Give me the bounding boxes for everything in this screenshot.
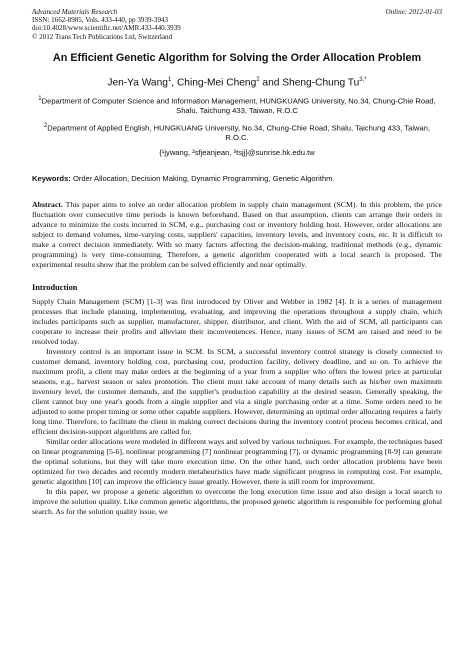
author-name: Sheng-Chung Tu [282,77,360,89]
keywords-text: Order Allocation, Decision Making, Dynamic Programming, Genetic Algorithm. [72,173,335,183]
author-list: Jen-Ya Wang$^1$, Ching-Mei Cheng$^2$ and Sheng-Chung $Tu^{3,*}$ [107,76,367,89]
keywords [32,174,442,183]
body-paragraph: Supply Chain Management (SCM) [1-3] was first introduced by Oliver and Webber in 1982 [4]. It is a series of management processes that include planning, implementing, evaluating, and improving the operations throughout a supply chain, which includes participants such as supplier, manufacturer, shipper, distributor, and client. With the aid of SCM, all participants can cooperate to increase their profits and alleviate their inconveniences. Hence, many issues of SCM are raised and need to be resolved today. [32,297,442,347]
journal-name: Advanced Materials Research [32,8,118,16]
online-date: Online: 2012-01-03 [385,8,442,16]
affiliation-sup: 1 [38,96,42,103]
author-name: Jen-Ya Wang [107,77,168,89]
journal-doi: doi:10.4028/www.scientific.net/AMR.433-440.3939 [32,24,181,33]
body-paragraph: Inventory control is an important issue in SCM. In SCM, a successful inventory control strategy is closely connected to customer demand, inventory holding cost, purchasing cost, production facility, delivery deadline, and so on. To achieve the maximum profit, a client may make orders at the beginning of a year from a supplier who offers the lowest price at particular seasons, e.g., harvest season or sales promotion. The client must take account of many details such as his/her own maximum inventory level, the customer demands, and the supplier's production capability at the desired season. Generally speaking, the client cannot buy one year's goods from a single supplier and via a single purchasing order at a time. Some orders need to be adjusted to some proper timing or some other capable suppliers. However, determining an optimal order allocating requires a fairly long time. Therefore, to facilitate the client in making correct decisions during the inventory control process becomes critical, and efficient decision-support algorithms are called for. [32,347,442,437]
author-emails: {¹jywang, ²sfjeanjean, ³tsjj}@sunrise.hk.edu.tw [159,147,315,157]
abstract [32,200,442,271]
section-heading: Introduction [32,283,78,293]
affiliation-sup: 2 [43,122,48,129]
author-sup: 2 [256,76,260,83]
paper-title: An Efficient Genetic Algorithm for Solving the Order Allocation Problem [52,51,422,64]
author-sup: 1 [167,76,172,83]
body-paragraph: Similar order allocations were modeled in different ways and solved by various techniques. For example, the techniques based on linear programming [5-6], nonlinear programming [7] nonlinear programming [7], or dynamic programming [8-9] can generate the optimal solutions, but they will take more execution time. On the other hand, such order allocation problems have been optimized for two decades and recently modern metaheuristics have made significant progress in computing cost. For example, genetic algorithm [10] can improve the efficiency issue greatly. However, there is still room for improvement. [32,437,442,487]
journal-copyright: © 2012 Trans Tech Publications Ltd, Switzerland [32,32,173,41]
affiliation-text: Department of Computer Science and Information Management, HUNGKUANG University, No.34, Chung-Chie Road, Shalu, Taichung 433, Taiwan, R.O.C [41,96,436,116]
author-sup: 3,* [359,76,367,83]
abstract-label: Abstract. [32,199,63,209]
affiliation [32,95,442,116]
affiliation [32,122,442,143]
affiliation-text: Department of Applied English, HUNGKUANG University, No.34, Chung-Chie Road, Shalu, Taichung 433, Taiwan, R.O.C. [47,123,431,143]
journal-header [32,0,442,41]
author-name: Ching-Mei Cheng [176,77,257,89]
keywords-label: Keywords: [32,173,71,183]
journal-issn: ISSN: 1662-8985, Vols. 433-440, pp 3939-3943 [32,16,169,25]
abstract-text: This paper aims to solve an order allocation problem in supply chain management (SCM). In this problem, the price fluctuation over consecutive time periods is known beforehand. Based on that assumption, clients can arrange their orders in advance to minimize the costs incurred in SCM, e.g., purchasing cost or inventory holding host. However, order allocations are subject to demand volumes, time-varying costs, suppliers' capacities, inventory levels, and inventory costs, etc. It is difficult to make a correct decision immediately. With so many factors affecting the decision-making, traditional methods (e.g., dynamic programming) is very time-consuming. Therefore, a genetic algorithm cooperated with a local search is proposed. The experimental results show that the problem can be solved efficiently and near optimally. [32,199,442,270]
author-and: and [262,77,280,89]
body-paragraph: In this paper, we propose a genetic algorithm to overcome the long execution time issue and also design a local search to improve the solution quality. Like common genetic algorithms, the proposed genetic algorithm is responsible for performing global search. As for the solution quality issue, we [32,487,442,517]
journal-info [32,8,181,41]
